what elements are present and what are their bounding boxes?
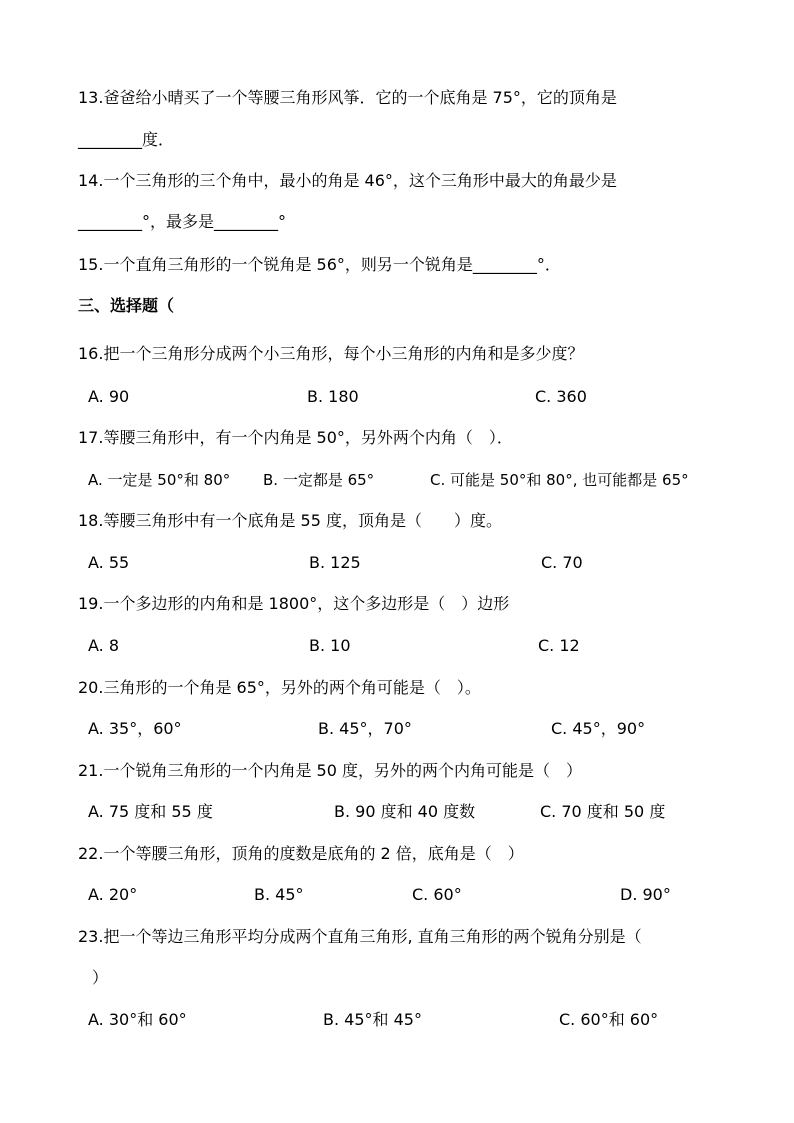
question-17-option-c: C. 可能是 50°和 80°, 也可能都是 65°	[430, 471, 689, 489]
question-20-text: 20.三角形的一个角是 65°，另外的两个角可能是（ ）。	[78, 678, 481, 697]
question-23-text-cont: ）	[92, 968, 109, 987]
question-21-option-c: C. 70 度和 50 度	[540, 802, 666, 821]
question-22-option-c: C. 60°	[412, 885, 462, 904]
section-heading: 三、选择题（	[78, 296, 175, 315]
question-15-line1: 15.一个直角三角形的一个锐角是 56°，则另一个锐角是________°．	[78, 255, 561, 274]
question-14-line1: 14.一个三角形的三个角中，最小的角是 46°，这个三角形中最大的角最少是	[78, 171, 617, 190]
question-14-line2: ________°，最多是________°	[78, 212, 287, 231]
question-22-option-b: B. 45°	[254, 885, 304, 904]
question-20-option-a: A. 35°，60°	[88, 719, 182, 738]
question-23-option-a: A. 30°和 60°	[88, 1010, 187, 1029]
question-16-text: 16.把一个三角形分成两个小三角形，每个小三角形的内角和是多少度？	[78, 344, 584, 363]
question-22-option-a: A. 20°	[88, 885, 138, 904]
question-16-option-a: A. 90	[88, 387, 130, 406]
question-17-option-a: A. 一定是 50°和 80°	[88, 471, 231, 489]
question-21-text: 21.一个锐角三角形的一个内角是 50 度，另外的两个内角可能是（ ）	[78, 761, 582, 780]
question-19-text: 19.一个多边形的内角和是 1800°，这个多边形是（ ）边形	[78, 594, 510, 613]
question-19-option-b: B. 10	[309, 636, 351, 655]
question-16-option-c: C. 360	[535, 387, 587, 406]
question-23-option-b: B. 45°和 45°	[323, 1010, 422, 1029]
question-16-option-b: B. 180	[307, 387, 359, 406]
question-18-text: 18.等腰三角形中有一个底角是 55 度，顶角是（ ）度。	[78, 511, 502, 530]
question-21-option-b: B. 90 度和 40 度数	[334, 802, 476, 821]
question-18-option-a: A. 55	[88, 553, 130, 572]
question-21-option-a: A. 75 度和 55 度	[88, 802, 213, 821]
question-17-option-b: B. 一定都是 65°	[263, 471, 375, 489]
question-13-line1: 13.爸爸给小晴买了一个等腰三角形风筝．它的一个底角是 75°，它的顶角是	[78, 88, 617, 107]
question-13-line2: ________度．	[78, 130, 175, 149]
question-19-option-c: C. 12	[538, 636, 580, 655]
question-22-text: 22.一个等腰三角形，顶角的度数是底角的 2 倍，底角是（ ）	[78, 844, 524, 863]
question-20-option-c: C. 45°，90°	[551, 719, 646, 738]
question-18-option-c: C. 70	[541, 553, 583, 572]
question-18-option-b: B. 125	[309, 553, 361, 572]
question-22-option-d: D. 90°	[620, 885, 671, 904]
question-23-text: 23.把一个等边三角形平均分成两个直角三角形, 直角三角形的两个锐角分别是（	[78, 927, 642, 946]
question-20-option-b: B. 45°，70°	[318, 719, 412, 738]
question-17-text: 17.等腰三角形中，有一个内角是 50°，另外两个内角（ ）．	[78, 428, 513, 447]
question-19-option-a: A. 8	[88, 636, 120, 655]
question-23-option-c: C. 60°和 60°	[559, 1010, 659, 1029]
